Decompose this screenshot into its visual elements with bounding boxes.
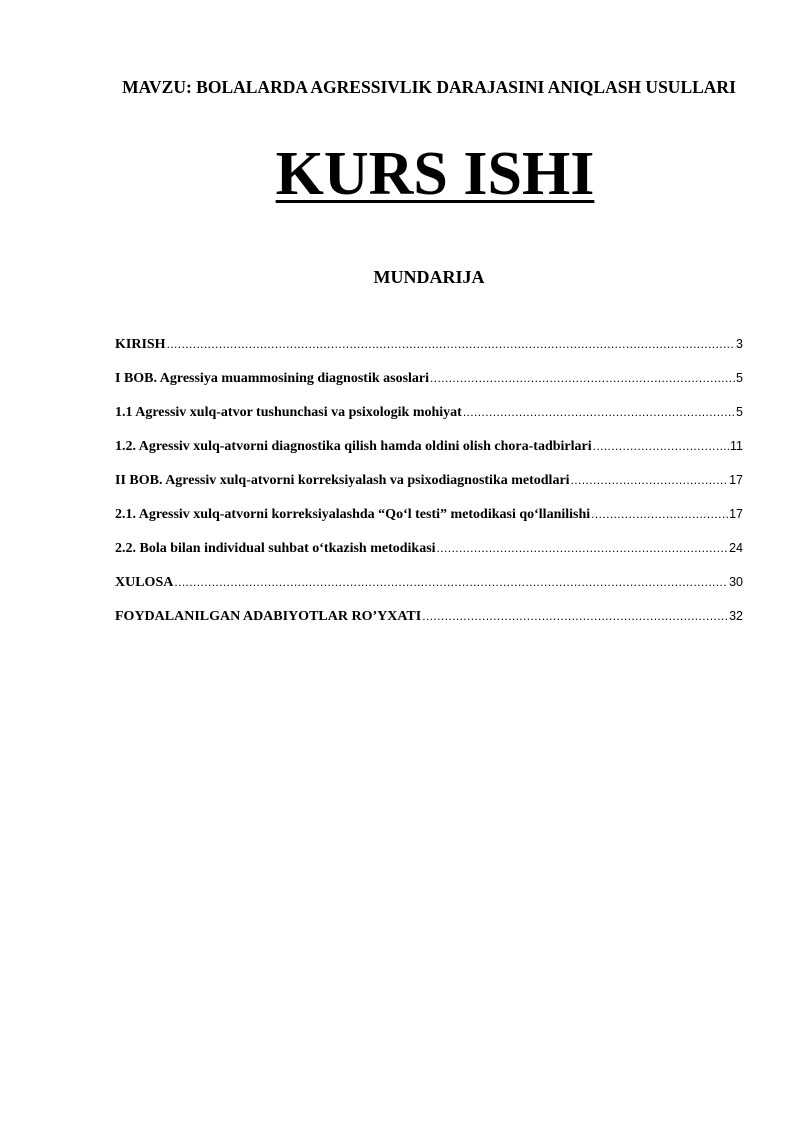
toc-dot-leader (591, 507, 728, 521)
toc-entry-section-1-1[interactable] (115, 405, 743, 439)
toc-entry-kirish[interactable] (115, 337, 743, 371)
toc-entry-bibliography[interactable] (115, 609, 743, 643)
toc-dot-leader (430, 371, 735, 385)
toc-page-number: 24 (729, 541, 743, 555)
toc-entry-title: XULOSA (115, 575, 174, 590)
toc-page-number: 32 (729, 609, 743, 623)
toc-dot-leader (463, 405, 735, 419)
toc-entry-section-1-2[interactable] (115, 439, 743, 473)
toc-entry-title: 2.1. Agressiv xulq-atvorni korreksiyalashda “Qo‘l testi” metodikasi qo‘llanilishi (115, 507, 591, 522)
toc-page-number: 17 (729, 473, 743, 487)
toc-entry-title: KIRISH (115, 337, 166, 352)
toc-entry-title: 2.2. Bola bilan individual suhbat o‘tkazish metodikasi (115, 541, 436, 556)
toc-entry-title: FOYDALANILGAN ADABIYOTLAR RO’YXATI (115, 609, 422, 624)
toc-entry-title: I BOB. Agressiya muammosining diagnostik asoslari (115, 371, 430, 386)
toc-entry-title: II BOB. Agressiv xulq-atvorni korreksiyalash va psixodiagnostika metodlari (115, 473, 570, 488)
toc-page-number: 3 (736, 337, 743, 351)
toc-entry-title: 1.2. Agressiv xulq-atvorni diagnostika qilish hamda oldini olish chora-tadbirlari (115, 439, 592, 454)
toc-page-number: 17 (729, 507, 743, 521)
topic-heading: MAVZU: BOLALARDA AGRESSIVLIK DARAJASINI ANIQLASH USULLARI (122, 77, 736, 97)
toc-entry-section-2-1[interactable] (115, 507, 743, 541)
toc-dot-leader (571, 473, 729, 487)
toc-entry-chapter-2[interactable] (115, 473, 743, 507)
toc-entry-title: 1.1 Agressiv xulq-atvor tushunchasi va psixologik mohiyat (115, 405, 462, 420)
toc-page-number: 30 (729, 575, 743, 589)
table-of-contents (115, 337, 743, 643)
toc-entry-chapter-1[interactable] (115, 371, 743, 405)
toc-heading: MUNDARIJA (373, 267, 485, 287)
toc-dot-leader (593, 439, 729, 453)
toc-dot-leader (437, 541, 729, 555)
toc-dot-leader (422, 609, 728, 623)
toc-page-number: 5 (736, 371, 743, 385)
toc-dot-leader (174, 575, 728, 589)
page-title: KURS ISHI (275, 140, 595, 208)
toc-entry-section-2-2[interactable] (115, 541, 743, 575)
toc-dot-leader (167, 337, 735, 351)
toc-page-number: 5 (736, 405, 743, 419)
toc-entry-xulosa[interactable] (115, 575, 743, 609)
toc-page-number: 11 (730, 439, 743, 453)
